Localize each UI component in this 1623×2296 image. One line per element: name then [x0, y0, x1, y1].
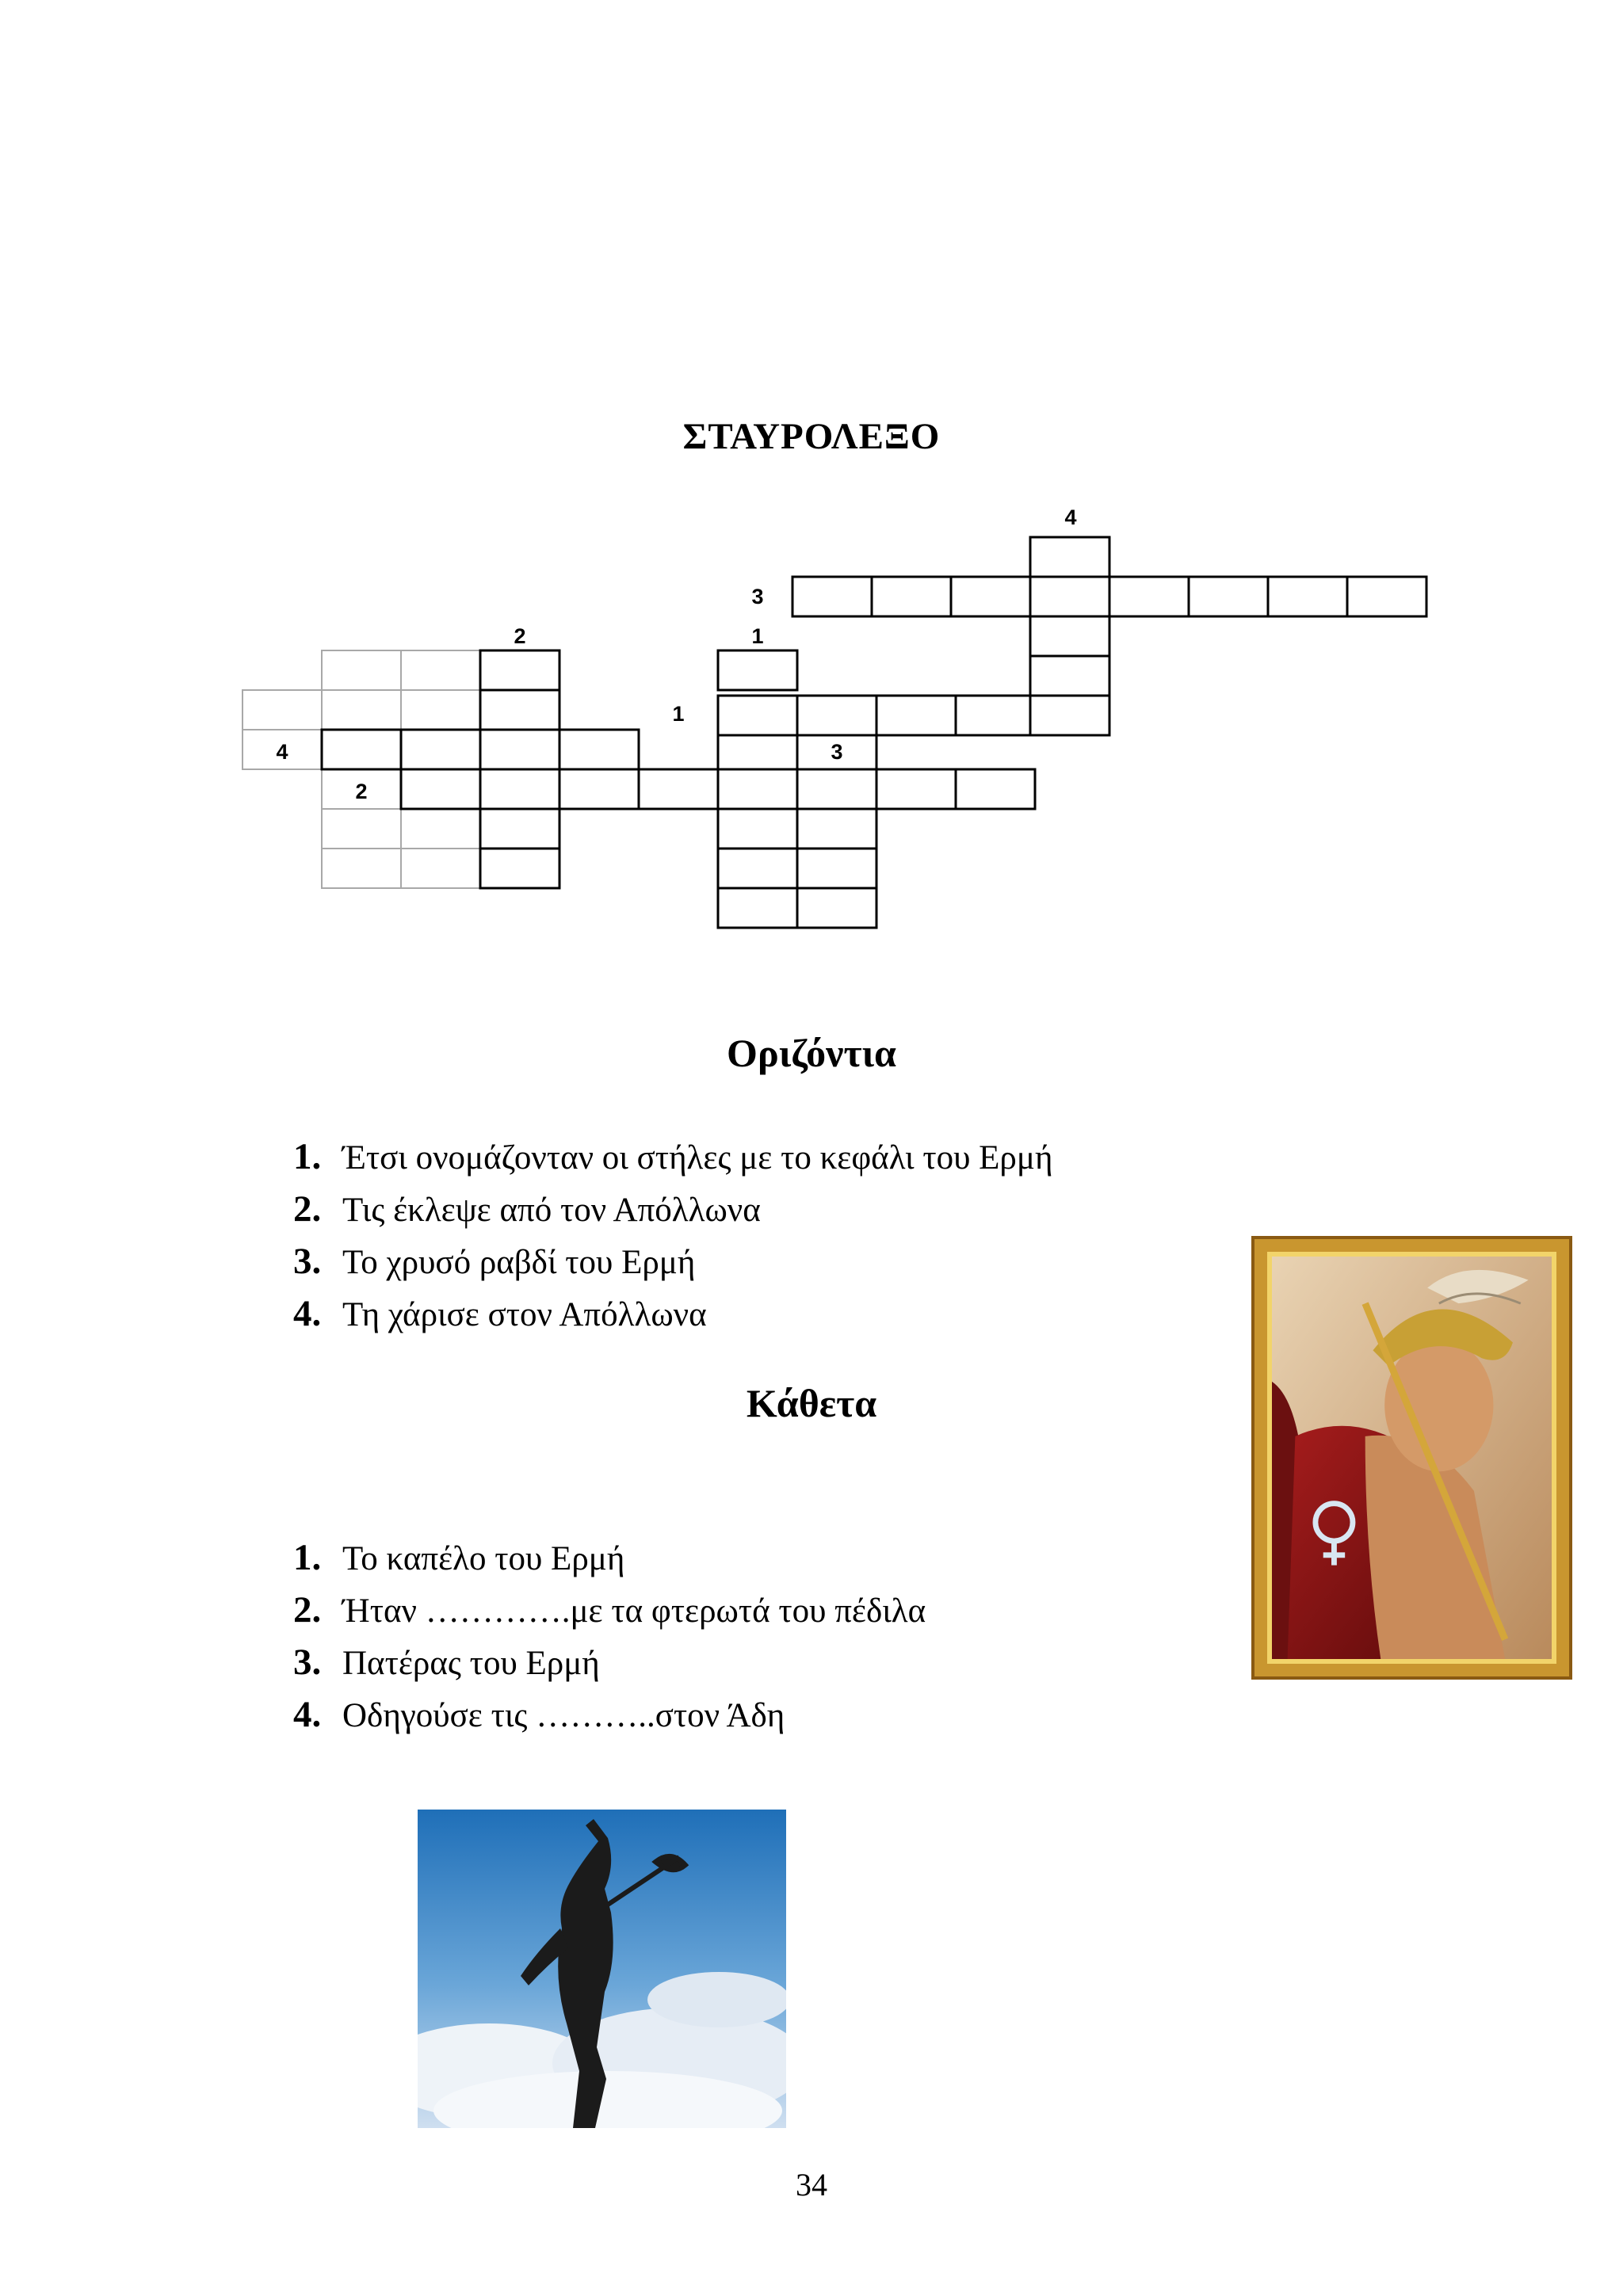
clue-number-across-3: 3 — [751, 585, 764, 608]
grid-cell — [480, 690, 559, 730]
grid-cell — [797, 849, 876, 888]
clue-number-across-2: 2 — [355, 780, 368, 803]
grid-cell — [480, 650, 559, 690]
grid-cell — [876, 696, 956, 735]
clue-item — [293, 1236, 1244, 1288]
hermes-illustration — [1272, 1257, 1552, 1659]
grid-cell — [951, 577, 1030, 616]
crossword-grid — [238, 491, 1442, 935]
grid-cell-faint — [242, 690, 322, 730]
clue-item — [293, 1288, 1244, 1341]
grid-cell — [559, 769, 639, 809]
clue-item — [293, 1689, 1244, 1741]
clue-number: 4. — [293, 1293, 322, 1334]
clue-number: 2. — [293, 1589, 322, 1630]
grid-cell-faint — [401, 849, 480, 888]
across-heading: Οριζόντια — [727, 1031, 896, 1075]
grid-cell — [956, 696, 1035, 735]
grid-cell — [718, 849, 797, 888]
grid-cell — [639, 769, 718, 809]
grid-cell-faint — [322, 849, 401, 888]
clue-number-down-3: 3 — [831, 740, 843, 764]
grid-cell — [559, 730, 639, 769]
grid-cell — [1030, 537, 1109, 577]
grid-cell — [718, 888, 797, 928]
clue-number-across-1: 1 — [672, 702, 685, 726]
clue-number: 1. — [293, 1136, 322, 1177]
grid-cell — [1268, 577, 1347, 616]
page-number: 34 — [796, 2167, 827, 2203]
clue-item — [293, 1532, 1244, 1585]
page-title: ΣΤΑΥΡΟΛΕΞΟ — [682, 416, 941, 457]
clue-text: Οδηγούσε τις ………..στον Άδη — [342, 1697, 785, 1734]
grid-cell — [718, 769, 797, 809]
grid-cell — [1347, 577, 1426, 616]
clue-text: Το καπέλο του Ερμή — [342, 1540, 625, 1577]
clue-item — [293, 1184, 1244, 1236]
clue-item — [293, 1637, 1244, 1689]
grid-cell-faint — [401, 650, 480, 690]
grid-cell — [401, 769, 480, 809]
grid-cell-faint — [322, 809, 401, 849]
grid-cell — [718, 650, 797, 690]
grid-cell — [480, 730, 559, 769]
grid-cell — [876, 769, 956, 809]
clue-text: Τις έκλεψε από τον Απόλλωνα — [342, 1192, 761, 1229]
clue-text: Πατέρας του Ερμή — [342, 1645, 600, 1682]
clue-number-down-2: 2 — [514, 624, 526, 648]
clue-number-down-1: 1 — [751, 624, 764, 648]
hermes-statue-photo — [418, 1810, 786, 2128]
grid-cell — [797, 809, 876, 849]
grid-cell — [792, 577, 872, 616]
hermes-portrait-image — [1251, 1236, 1572, 1680]
grid-cell — [1109, 577, 1189, 616]
across-clue-list — [293, 1131, 1244, 1341]
grid-cell-faint — [401, 809, 480, 849]
grid-cell-faint — [322, 650, 401, 690]
grid-cell — [480, 849, 559, 888]
grid-cell — [1030, 616, 1109, 656]
grid-cell — [797, 888, 876, 928]
clue-number: 4. — [293, 1694, 322, 1735]
crossword-svg — [238, 491, 1442, 935]
down-clue-list — [293, 1532, 1244, 1741]
clue-number: 1. — [293, 1537, 322, 1578]
grid-cell-faint — [322, 690, 401, 730]
grid-cell — [718, 735, 797, 769]
grid-cell — [718, 696, 797, 735]
clue-number: 2. — [293, 1188, 322, 1230]
clue-text: Το χρυσό ραβδί του Ερμή — [342, 1244, 696, 1281]
grid-cell — [480, 769, 559, 809]
grid-cell — [401, 730, 480, 769]
clue-text: Τη χάρισε στον Απόλλωνα — [342, 1296, 707, 1333]
clue-item — [293, 1585, 1244, 1637]
grid-cell — [797, 769, 876, 809]
grid-cell — [1030, 577, 1109, 616]
grid-cell — [322, 730, 401, 769]
clue-text: Έτσι ονομάζονταν οι στήλες με το κεφάλι του Ερμή — [342, 1139, 1053, 1177]
grid-cell-faint — [401, 690, 480, 730]
grid-cell — [480, 809, 559, 849]
grid-cell — [1030, 656, 1109, 696]
grid-cell — [1189, 577, 1268, 616]
clue-number-across-4: 4 — [276, 740, 288, 764]
grid-cell — [872, 577, 951, 616]
clue-item — [293, 1131, 1244, 1184]
clue-number-down-4: 4 — [1064, 505, 1077, 529]
clue-number: 3. — [293, 1241, 322, 1282]
clue-text: Ήταν ………….με τα φτερωτά του πέδιλα — [342, 1592, 926, 1630]
grid-cell — [956, 769, 1035, 809]
down-heading: Κάθετα — [746, 1381, 877, 1425]
statue-illustration — [418, 1810, 786, 2128]
grid-cell — [1030, 696, 1109, 735]
grid-cell — [797, 696, 876, 735]
clue-number: 3. — [293, 1642, 322, 1683]
grid-cell — [718, 809, 797, 849]
